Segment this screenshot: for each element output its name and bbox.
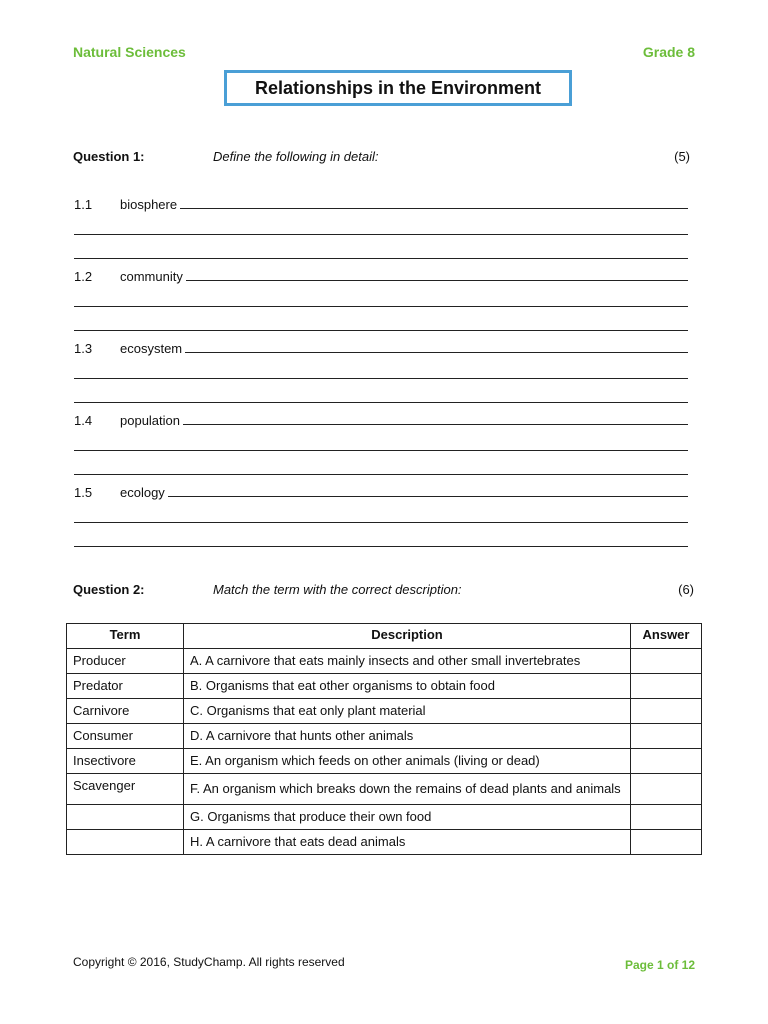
item-number: 1.4 — [74, 413, 93, 428]
term-cell: Consumer — [67, 724, 184, 749]
answer-cell[interactable] — [631, 774, 702, 805]
item-term: population — [120, 413, 180, 428]
question2-instruction: Match the term with the correct description: — [213, 582, 462, 597]
subject-label: Natural Sciences — [73, 44, 186, 60]
item-term: community — [120, 269, 183, 284]
table-row — [67, 774, 702, 805]
page-title: Relationships in the Environment — [224, 70, 572, 106]
definition-item-population — [74, 413, 688, 428]
description-cell: H. A carnivore that eats dead animals — [184, 830, 631, 855]
question1-marks: (5) — [674, 149, 690, 164]
answer-line[interactable] — [74, 258, 688, 259]
definition-item-biosphere — [74, 197, 688, 212]
table-row — [67, 674, 702, 699]
question2-label: Question 2: — [73, 582, 145, 597]
answer-cell[interactable] — [631, 674, 702, 699]
answer-cell[interactable] — [631, 724, 702, 749]
answer-cell[interactable] — [631, 830, 702, 855]
description-cell: E. An organism which feeds on other animals (living or dead) — [184, 749, 631, 774]
term-cell — [67, 830, 184, 855]
answer-line[interactable] — [180, 208, 688, 209]
answer-line[interactable] — [74, 234, 688, 235]
item-term: ecosystem — [120, 341, 183, 356]
answer-line[interactable] — [183, 424, 688, 425]
question1-instruction: Define the following in detail: — [213, 149, 379, 164]
definition-item-ecosystem — [74, 341, 688, 356]
answer-line[interactable] — [74, 450, 688, 451]
answer-line[interactable] — [185, 352, 688, 353]
copyright-text: Copyright © 2016, StudyChamp. All rights reserved — [73, 955, 345, 969]
table-row — [67, 649, 702, 674]
grade-label: Grade 8 — [642, 44, 695, 60]
header-answer: Answer — [631, 624, 702, 649]
answer-cell[interactable] — [631, 805, 702, 830]
question2-marks: (6) — [678, 582, 694, 597]
term-cell: Scavenger — [67, 774, 184, 805]
item-number: 1.5 — [74, 485, 93, 500]
answer-line[interactable] — [74, 402, 688, 403]
matching-table — [66, 623, 702, 855]
header-term: Term — [67, 624, 184, 649]
question1-label: Question 1: — [73, 149, 145, 164]
answer-line[interactable] — [74, 378, 688, 379]
answer-line[interactable] — [186, 280, 688, 281]
term-cell — [67, 805, 184, 830]
item-number: 1.1 — [74, 197, 93, 212]
answer-line[interactable] — [74, 474, 688, 475]
answer-line[interactable] — [74, 546, 688, 547]
item-number: 1.2 — [74, 269, 93, 284]
answer-cell[interactable] — [631, 749, 702, 774]
answer-line[interactable] — [74, 330, 688, 331]
answer-line[interactable] — [168, 496, 688, 497]
term-cell: Predator — [67, 674, 184, 699]
table-row — [67, 724, 702, 749]
item-number: 1.3 — [74, 341, 93, 356]
description-cell: A. A carnivore that eats mainly insects and other small invertebrates — [184, 649, 631, 674]
term-cell: Producer — [67, 649, 184, 674]
description-cell: C. Organisms that eat only plant material — [184, 699, 631, 724]
item-term: biosphere — [120, 197, 178, 212]
header-description: Description — [184, 624, 631, 649]
table-row — [67, 830, 702, 855]
answer-line[interactable] — [74, 306, 688, 307]
definition-item-ecology — [74, 485, 688, 500]
table-row — [67, 749, 702, 774]
table-row — [67, 805, 702, 830]
description-cell: D. A carnivore that hunts other animals — [184, 724, 631, 749]
term-cell: Insectivore — [67, 749, 184, 774]
term-cell: Carnivore — [67, 699, 184, 724]
answer-line[interactable] — [74, 522, 688, 523]
description-cell: B. Organisms that eat other organisms to obtain food — [184, 674, 631, 699]
page-number: Page 1 of 12 — [624, 958, 695, 972]
definition-item-community — [74, 269, 688, 284]
answer-cell[interactable] — [631, 699, 702, 724]
item-term: ecology — [120, 485, 165, 500]
description-cell: G. Organisms that produce their own food — [184, 805, 631, 830]
table-row — [67, 699, 702, 724]
table-header-row — [67, 624, 702, 649]
description-cell: F. An organism which breaks down the remains of dead plants and animals — [184, 774, 631, 805]
answer-cell[interactable] — [631, 649, 702, 674]
